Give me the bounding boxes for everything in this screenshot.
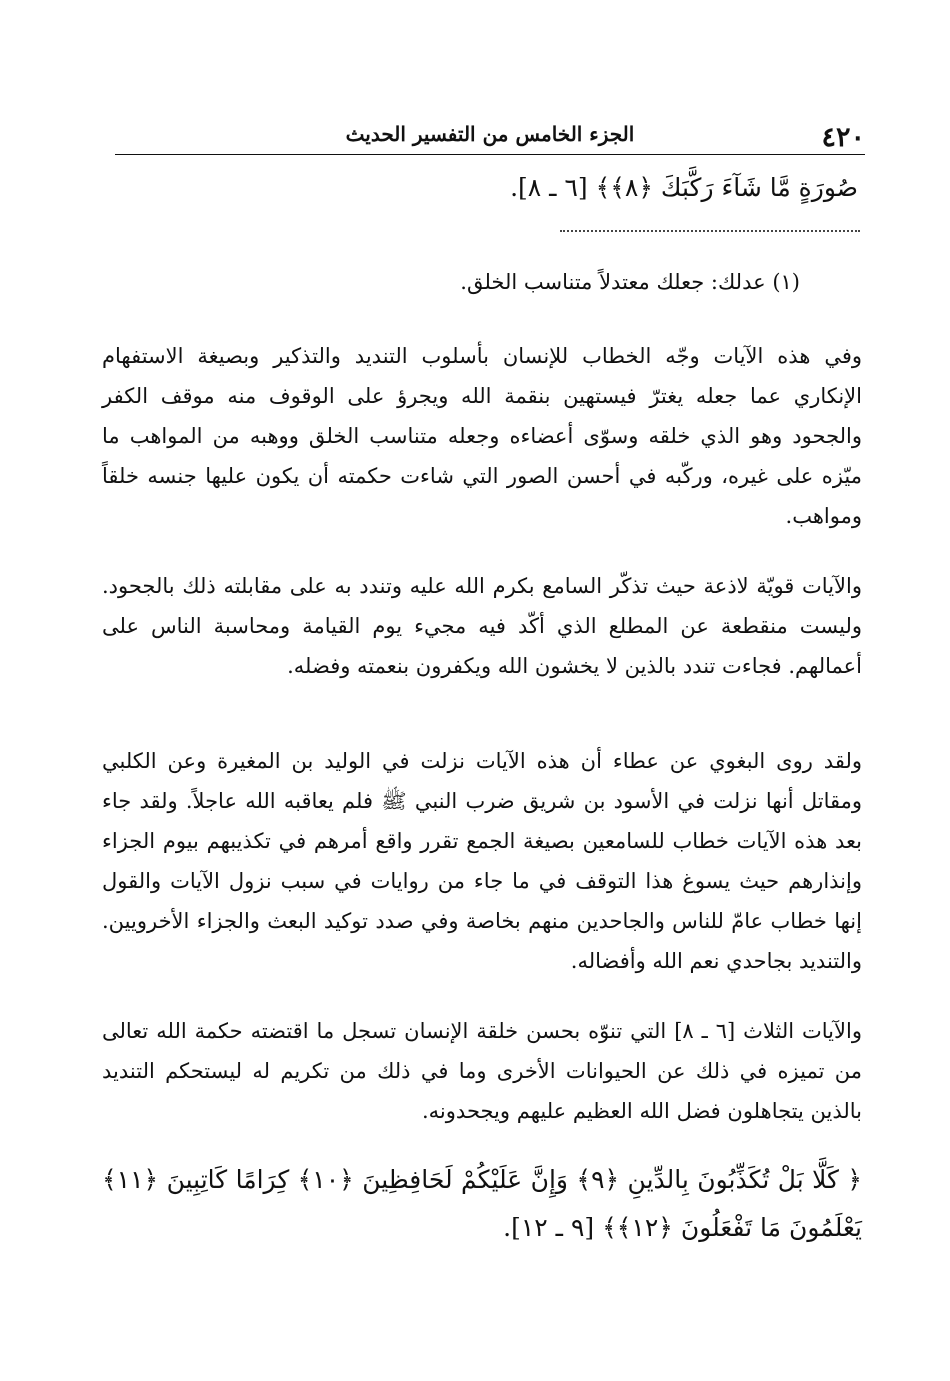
paragraph-3: ولقد روى البغوي عن عطاء أن هذه الآيات نزلت في الوليد بن المغيرة وعن الكلبي ومقاتل أنها نزلت في الأسود بن شريق ضرب النبي ﷺ فلم يعاقبه الله عاجلاً. ولقد جاء بعد هذه الآيات خطاب للسامعين بصيغة الجمع تقرر واقع أمرهم في تكذيبهم بيوم الجزاء وإنذارهم حيث يسوغ هذا التوقف في ما جاء من روايات في سبب نزول الآيات والقول إنها خطاب عامّ للناس والجاحدين منهم بخاصة وفي صدد توكيد البعث والجزاء الأخرويين. والتنديد بجاحدي نعم الله وأفضاله. bbox=[102, 749, 862, 973]
top-verse: صُورَةٍ مَّا شَآءَ رَكَّبَكَ ﴿٨﴾﴾ [٦ ـ ٨]. bbox=[510, 173, 858, 202]
page-number: ٤٢٠ bbox=[821, 122, 865, 153]
paragraph-2: والآيات قويّة لاذعة حيث تذكّر السامع بكرم الله عليه وتندد به على مقابلته ذلك بالجحود. وليست منقطعة عن المطلع الذي أكّد فيه مجيء يوم القيامة ومحاسبة الناس على أعمالهم. فجاءت تندد بالذين لا يخشون الله ويكفرون بنعمته وفضله. bbox=[102, 574, 862, 678]
header-rule bbox=[115, 154, 865, 155]
paragraph-1: وفي هذه الآيات وجّه الخطاب للإنسان بأسلوب التنديد والتذكير وبصيغة الاستفهام الإنكاري عما جعله يغترّ فيستهين بنقمة الله ويجرؤ على الوقوف منه موقف الكفر والجحود وهو الذي خلقه وسوّى أعضاءه وجعله متناسب الخلق ووهبه من المواهب ما ميّزه على غيره، وركّبه في أحسن الصور التي شاءت حكمته أن يكون عليها جنسه خلقاً ومواهب. bbox=[102, 344, 862, 528]
closing-verse: ﴿ كَلَّا بَلْ تُكَذِّبُونَ بِالدِّينِ ﴿٩﴾ وَإِنَّ عَلَيْكُمْ لَحَافِظِينَ ﴿١٠﴾ كِرَامًا كَاتِبِينَ ﴿١١﴾ يَعْلَمُونَ مَا تَفْعَلُونَ ﴿١٢﴾﴾ [٩ ـ ١٢]. bbox=[102, 1165, 862, 1242]
paragraph-4: والآيات الثلاث [٦ ـ ٨] التي تنوّه بحسن خلقة الإنسان تسجل ما اقتضته حكمة الله تعالى من تميزه في ذلك عن الحيوانات الأخرى وما في ذلك من تكريم له ليستحكم التنديد بالذين يتجاهلون فضل الله العظيم عليهم ويجحدونه. bbox=[102, 1019, 862, 1123]
footnote-separator bbox=[560, 230, 860, 242]
running-title: الجزء الخامس من التفسير الحديث bbox=[345, 122, 635, 146]
footnote: (١) عدلك: جعلك معتدلاً متناسب الخلق. bbox=[460, 270, 800, 294]
page-header bbox=[115, 112, 865, 156]
